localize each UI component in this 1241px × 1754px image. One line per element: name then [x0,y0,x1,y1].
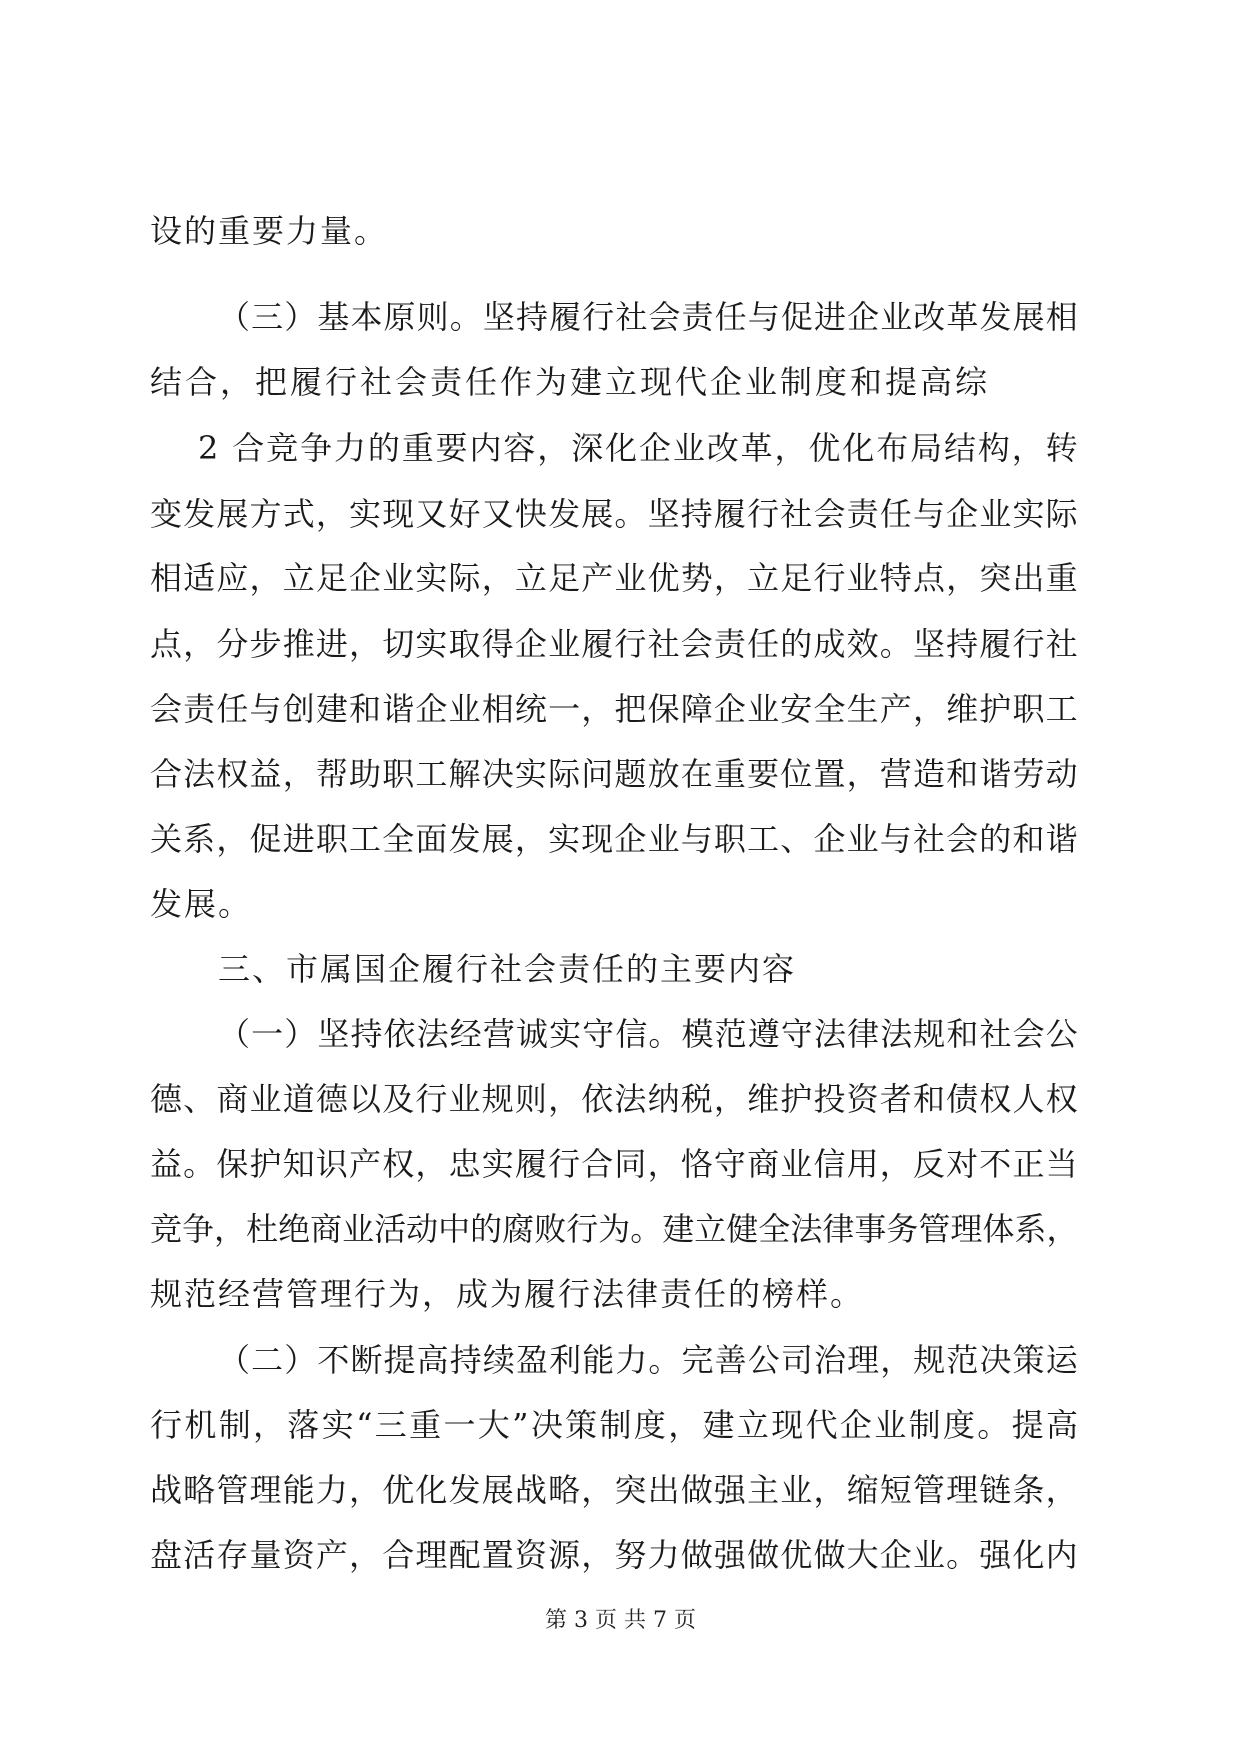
text-line: 规范经营管理行为，成为履行法律责任的榜样。 [150,1275,865,1313]
text-line: 盘 活 存 量 资 产 ， 合 理 配 置 资 源 ， 努 力 做 强 做 优 做 大 企 业 。 强 化 内 [150,1536,1078,1574]
page-number-footer: 第 3 页 共 7 页 [545,1608,696,1633]
text-line: 关 系 ， 促 进 职 工 全 面 发 展 ， 实 现 企 业 与 职 工 、 企 业 与 社 会 的 和 谐 [150,820,1078,858]
text-line: 结合，把履行社会责任作为建立现代企业制度和提高综 [150,363,991,401]
text-line: （ 一 ） 坚 持 依 法 经 营 诚 实 守 信 。 模 范 遵 守 法 律 法 规 和 社 会 公 [218,1015,1078,1053]
text-line: 发展。 [150,885,253,923]
text-line: 德 、 商 业 道 德 以 及 行 业 规 则 ， 依 法 纳 税 ， 维 护 投 资 者 和 债 权 人 权 [150,1080,1078,1118]
text-line: （ 二 ） 不 断 提 高 持 续 盈 利 能 力 。 完 善 公 司 治 理 ， 规 范 决 策 运 [218,1341,1078,1379]
text-line: 行 机 制 ， 落 实 “ 三 重 一 大 ” 决 策 制 度 ， 建 立 现 代 企 业 制 度 。 提 高 [150,1406,1078,1444]
text-line: 会 责 任 与 创 建 和 谐 企 业 相 统 一 ， 把 保 障 企 业 安 全 生 产 ， 维 护 职 工 [150,690,1078,728]
text-line: 竞 争 ， 杜 绝 商 业 活 动 中 的 腐 败 行 为 。 建 立 健 全 法 律 事 务 管 理 体 系 ， [150,1210,1079,1248]
text-line: 点 ， 分 步 推 进 ， 切 实 取 得 企 业 履 行 社 会 责 任 的 成 效 。 坚 持 履 行 社 [150,625,1078,663]
text-line: 益 。 保 护 知 识 产 权 ， 忠 实 履 行 合 同 ， 恪 守 商 业 信 用 ， 反 对 不 正 当 [150,1145,1078,1183]
text-line: 战 略 管 理 能 力 ， 优 化 发 展 战 略 ， 突 出 做 强 主 业 ， 缩 短 管 理 链 条 ， [150,1471,1078,1509]
text-line: 相 适 应 ， 立 足 企 业 实 际 ， 立 足 产 业 优 势 ， 立 足 行 业 特 点 ， 突 出 重 [150,559,1078,597]
section-heading: 三、市属国企履行社会责任的主要内容 [218,950,797,988]
text-line: （ 三 ） 基 本 原 则 。 坚 持 履 行 社 会 责 任 与 促 进 企 业 改 革 发 展 相 [218,298,1078,336]
text-line: 合 法 权 益 ， 帮 助 职 工 解 决 实 际 问 题 放 在 重 要 位 置 ， 营 造 和 谐 劳 动 [150,755,1078,793]
text-line: 设的重要力量。 [150,212,389,250]
text-line: 2 合 竞 争 力 的 重 要 内 容 ， 深 化 企 业 改 革 ， 优 化 布 局 结 构 ， 转 [198,429,1078,467]
text-line: 变 发 展 方 式 ， 实 现 又 好 又 快 发 展 。 坚 持 履 行 社 会 责 任 与 企 业 实 际 [150,495,1078,533]
